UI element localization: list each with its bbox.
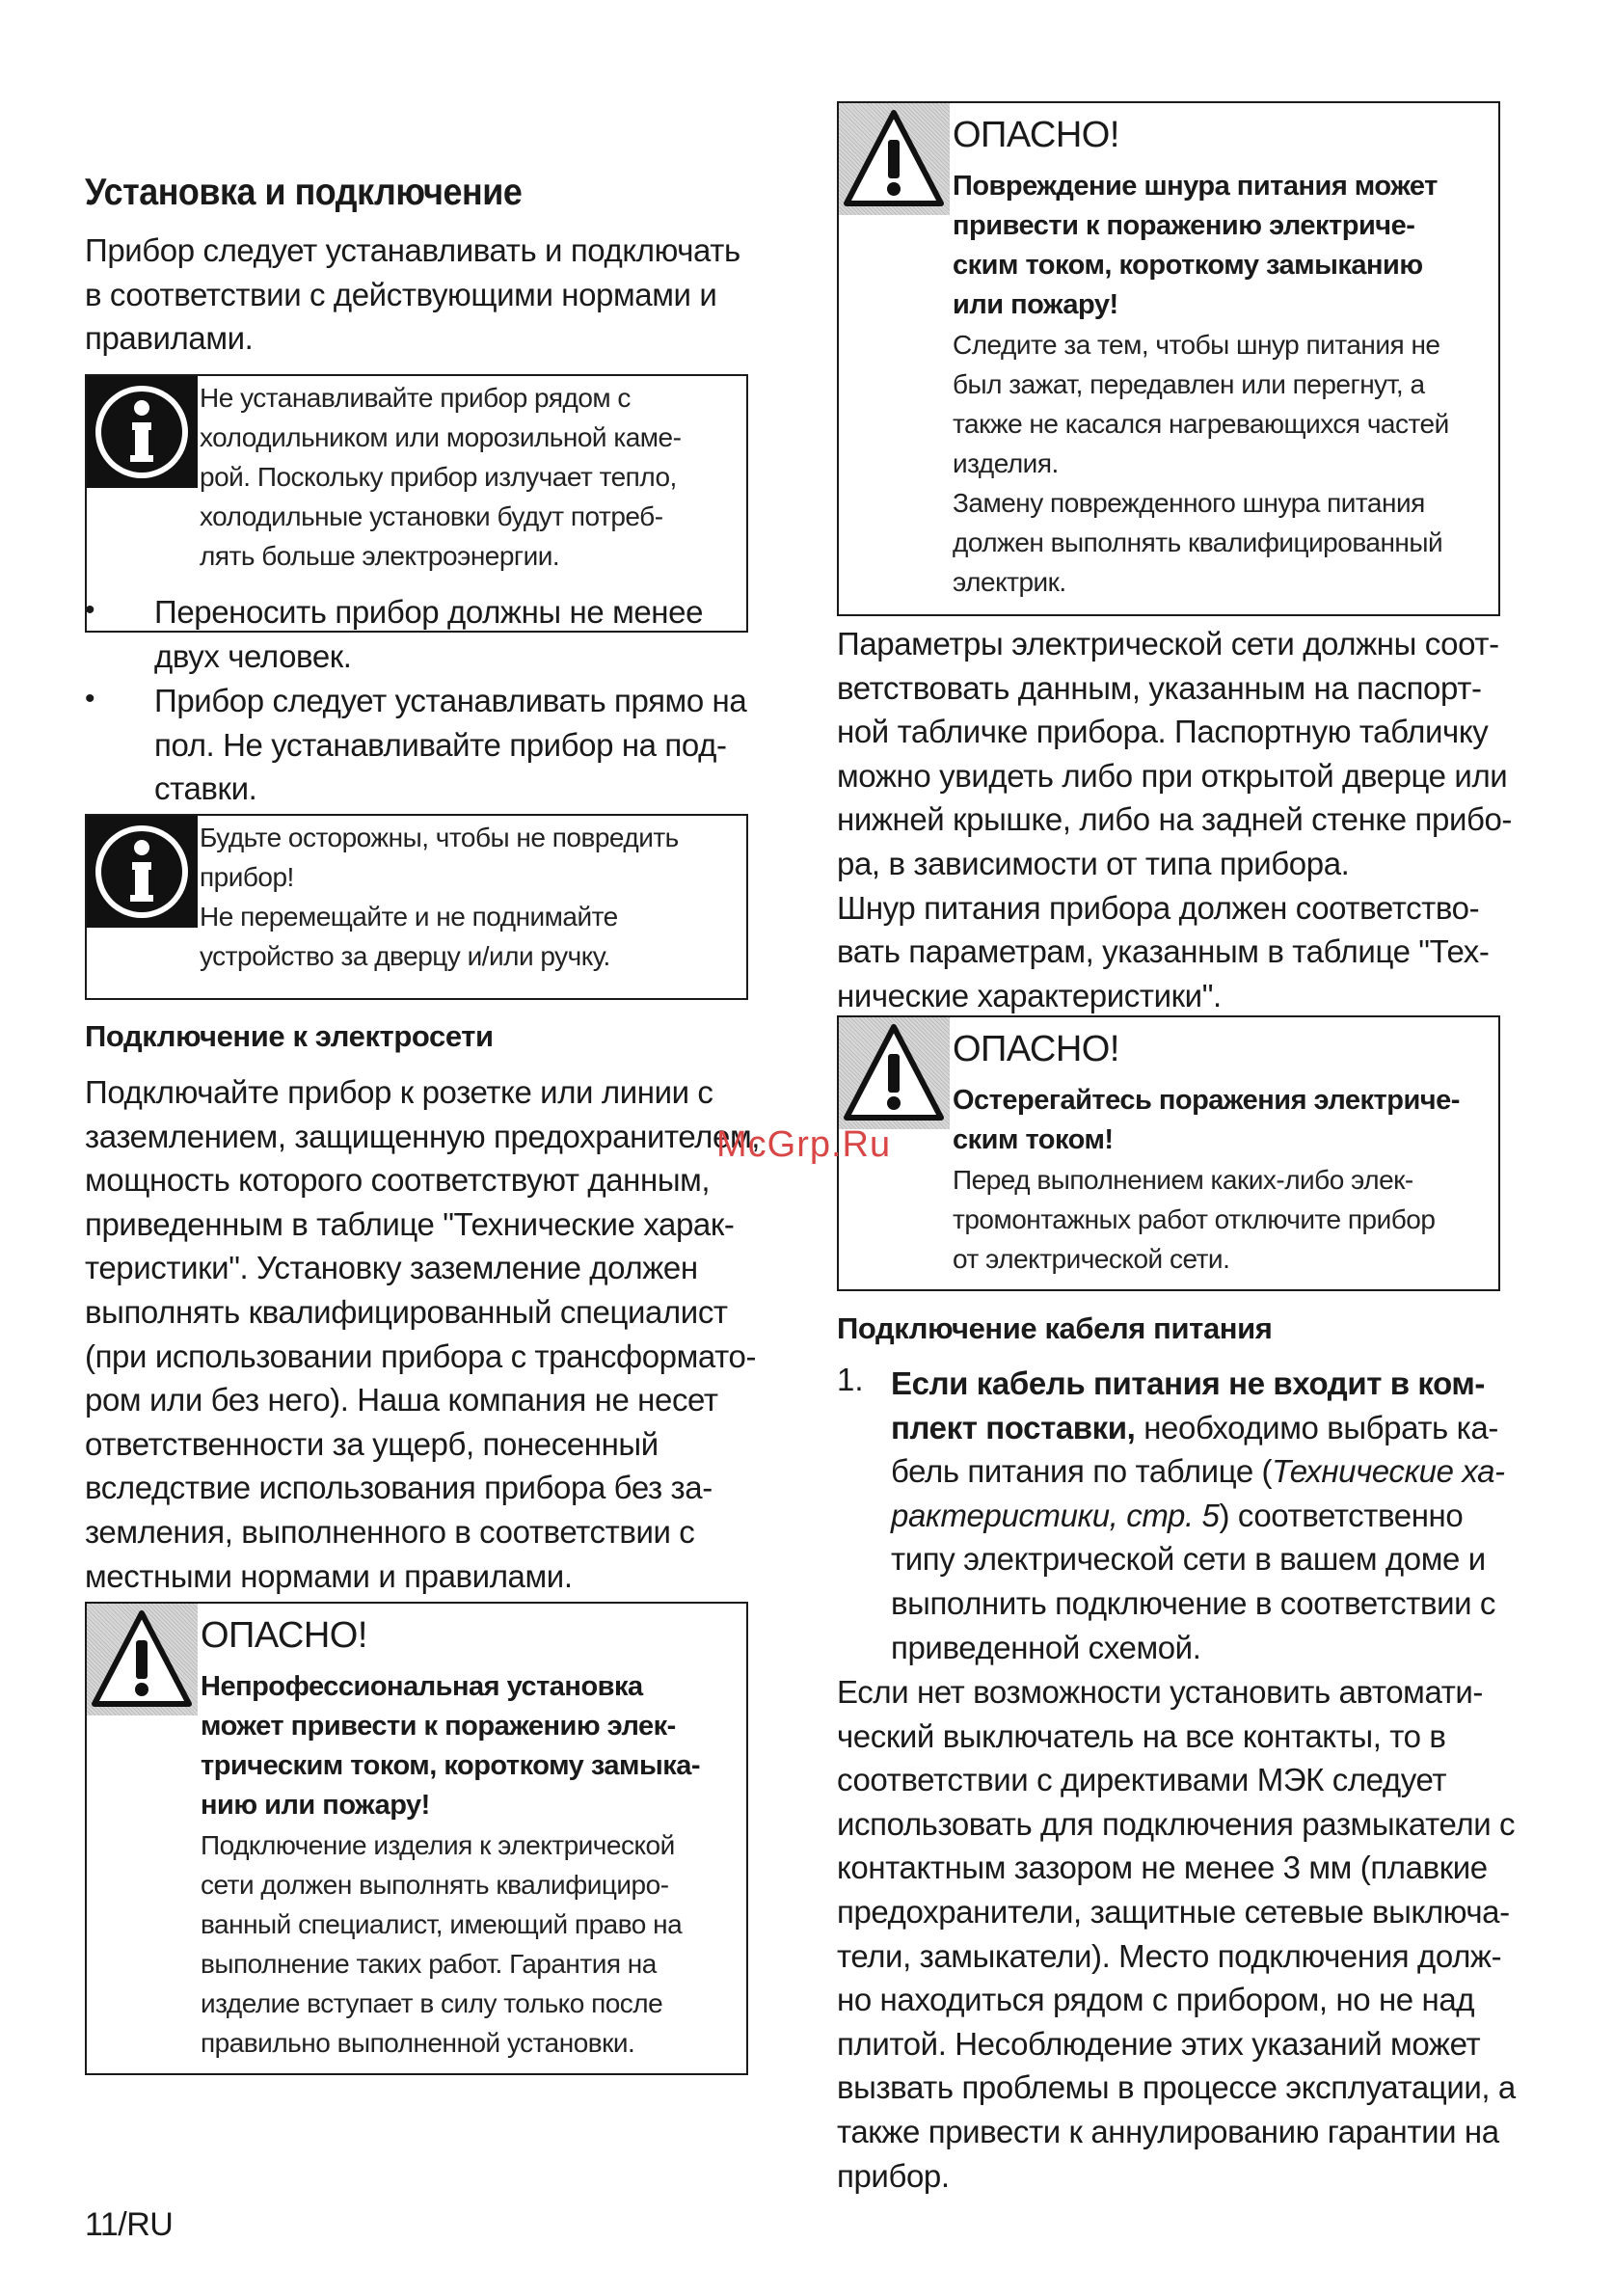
text-fragment: ) соответственно (1219, 1497, 1464, 1533)
text-line: тели, замыкатели). Место подключения долж- (837, 1937, 1502, 1974)
warning-box-cord (837, 101, 1500, 616)
watermark: McGrp.Ru (716, 1124, 892, 1165)
subheading-cable: Подключение кабеля питания (837, 1311, 1273, 1345)
power-paragraph (85, 1070, 760, 1598)
text-line: также привести к аннулированию гарантии на (837, 2113, 1499, 2149)
text-line: был зажат, передавлен или перегнут, а (953, 369, 1425, 399)
text-fragment: бель питания по таблице ( (891, 1453, 1273, 1490)
text-line: ветствовать данным, указанным на паспорт- (837, 669, 1482, 706)
italic-text: рактеристики, стр. 5 (891, 1497, 1220, 1533)
text-line: рой. Поскольку прибор излучает тепло, (200, 462, 677, 492)
text-line: тромонтажных работ отключите прибор (953, 1204, 1436, 1234)
bullet-item (154, 590, 703, 678)
text-line: привести к поражению электриче- (953, 210, 1415, 241)
text-line: устройство за дверцу и/или ручку. (200, 941, 610, 971)
text-line: можно увидеть либо при открытой дверце или (837, 757, 1508, 794)
text-line: лять больше электроэнергии. (200, 541, 560, 571)
text-line: в соответствии с действующими нормами и (85, 276, 717, 312)
text-line: ским током! (953, 1124, 1114, 1155)
warning-box-installation (85, 1602, 748, 2075)
italic-text: Технические ха- (1272, 1453, 1505, 1490)
warning-bold-text (953, 167, 1438, 325)
text-line: Следите за тем, чтобы шнур питания не (953, 330, 1440, 360)
text-line: нические характеристики". (837, 977, 1222, 1013)
text-line: Не перемещайте и не поднимайте (200, 902, 618, 932)
warning-text (201, 1825, 682, 2063)
text-line: Подключение изделия к электрической (201, 1830, 675, 1860)
intro-paragraph (85, 229, 740, 361)
text-line: выполнение таких работ. Гарантия на (201, 1949, 657, 1979)
text-line: выполнять квалифицированный специалист (85, 1293, 728, 1330)
text-line: Непрофессиональная установка (201, 1671, 643, 1702)
text-line: от электрической сети. (953, 1244, 1230, 1274)
text-line: Повреждение шнура питания может (953, 171, 1438, 202)
warning-title: ОПАСНО! (953, 1029, 1119, 1069)
warning-bold-text (953, 1081, 1460, 1160)
text-line: Переносить прибор должны не менее (154, 594, 704, 630)
text-line: может привести к поражению элек- (201, 1711, 676, 1742)
text-line: вать параметрам, указанным в таблице "Тех- (837, 933, 1490, 970)
text-line: ским током, короткому замыканию (953, 250, 1423, 281)
text-line: прибор! (200, 862, 294, 892)
warning-title: ОПАСНО! (953, 115, 1119, 155)
text-line: (при использовании прибора с трансформато- (85, 1337, 757, 1374)
info-box-text (200, 818, 679, 976)
text-line: Остерегайтесь поражения электриче- (953, 1085, 1460, 1116)
text-line: нижней крышке, либо на задней стенке прибо- (837, 801, 1513, 838)
text-line: Прибор следует устанавливать прямо на (154, 683, 747, 718)
text-line: ческий выключатель на все контакты, то в (837, 1717, 1446, 1754)
text-line: Не устанавливайте прибор рядом с (200, 383, 631, 413)
text-line: электрик. (953, 567, 1066, 597)
text-line: но находиться рядом с прибором, но не над (837, 1982, 1475, 2018)
text-line: двух человек. (154, 637, 352, 674)
text-line: ответственности за ущерб, понесенный (85, 1425, 659, 1462)
text-line: соответствии с директивами МЭК следует (837, 1762, 1447, 1798)
warning-title: ОПАСНО! (201, 1615, 367, 1656)
text-line: плитой. Несоблюдение этих указаний может (837, 2025, 1481, 2062)
text-line: пол. Не устанавливайте прибор на под- (154, 726, 727, 763)
text-line: ра, в зависимости от типа прибора. (837, 845, 1350, 881)
list-number: 1. (837, 1362, 864, 1397)
text-line: Перед выполнением каких-либо элек- (953, 1165, 1413, 1195)
text-line: правилами. (85, 320, 254, 357)
text-line: нию или пожару! (201, 1790, 430, 1821)
text-line: мощность которого соответствуют данным, (85, 1162, 711, 1199)
info-box-text (200, 378, 681, 576)
text-line: Прибор следует устанавливать и подключать (85, 232, 740, 268)
info-icon (87, 376, 198, 488)
bold-text: Если кабель питания не входит в ком- (891, 1365, 1486, 1401)
text-line: вследствие использования прибора без за- (85, 1470, 713, 1506)
subheading-power: Подключение к электросети (85, 1019, 494, 1053)
text-line: земления, выполненного в соответствии с (85, 1513, 695, 1550)
text-line: использовать для подключения размыкатели с (837, 1805, 1516, 1842)
list-item (891, 1362, 1505, 1669)
text-line: предохранители, защитные сетевые выключа- (837, 1893, 1510, 1930)
text-line: Шнур питания прибора должен соответство- (837, 889, 1480, 926)
text-line: теристики". Установку заземление должен (85, 1250, 698, 1286)
text-line: также не касался нагревающихся частей (953, 409, 1449, 439)
text-line: ванный специалист, имеющий право на (201, 1909, 683, 1939)
text-line: приведенным в таблице "Технические харак- (85, 1205, 735, 1242)
text-line: приведенной схемой. (891, 1629, 1201, 1665)
text-line: Будьте осторожны, чтобы не повредить (200, 823, 679, 852)
text-line: правильно выполненной установки. (201, 2028, 635, 2058)
page-number: 11/RU (85, 2206, 174, 2243)
text-line: Замену поврежденного шнура питания (953, 488, 1425, 518)
warning-bold-text (201, 1667, 700, 1825)
text-line: холодильником или морозильной каме- (200, 422, 682, 452)
section-title: Установка и подключение (85, 172, 523, 213)
text-line: Подключайте прибор к розетке или линии с (85, 1074, 713, 1110)
text-line: типу электрической сети в вашем доме и (891, 1541, 1486, 1578)
text-fragment: необходимо выбрать ка- (1135, 1409, 1498, 1445)
bold-text: плект поставки, (891, 1409, 1136, 1445)
bullet-item (154, 679, 746, 811)
warning-text (953, 1160, 1435, 1279)
text-line: заземлением, защищенную предохранителем, (85, 1118, 761, 1154)
warning-box-shock (837, 1015, 1500, 1291)
warning-text (953, 325, 1449, 602)
text-line: вызвать проблемы в процессе эксплуатации, а (837, 2069, 1516, 2106)
text-line: выполнить подключение в соответствии с (891, 1584, 1496, 1621)
bullet: • (85, 683, 95, 715)
text-line: местными нормами и правилами. (85, 1557, 573, 1594)
text-line: сети должен выполнять квалифициро- (201, 1870, 669, 1900)
text-line: Параметры электрической сети должны соот- (837, 626, 1499, 662)
breaker-paragraph (837, 1670, 1516, 2198)
text-line: ной табличке прибора. Паспортную табличку (837, 714, 1489, 750)
text-line: контактным зазором не менее 3 мм (плавкие (837, 1850, 1488, 1886)
text-line: изделия. (953, 448, 1059, 478)
text-line: изделие вступает в силу только после (201, 1988, 663, 2018)
text-line: ставки. (154, 770, 257, 807)
text-line: холодильные установки будут потреб- (200, 501, 663, 531)
network-paragraph (837, 622, 1512, 1017)
text-line: Если нет возможности установить автомати- (837, 1674, 1484, 1710)
info-icon (87, 816, 198, 928)
text-line: или пожару! (953, 289, 1118, 320)
warning-icon (839, 103, 950, 215)
bullet: • (85, 594, 95, 626)
warning-icon (839, 1017, 950, 1129)
text-line: трическим током, короткому замыка- (201, 1750, 701, 1781)
text-line: должен выполнять квалифицированный (953, 527, 1443, 557)
warning-icon (87, 1604, 198, 1715)
info-box-handling (85, 814, 748, 1000)
text-line: ром или без него). Наша компания не несет (85, 1382, 718, 1418)
text-line: прибор. (837, 2157, 950, 2194)
